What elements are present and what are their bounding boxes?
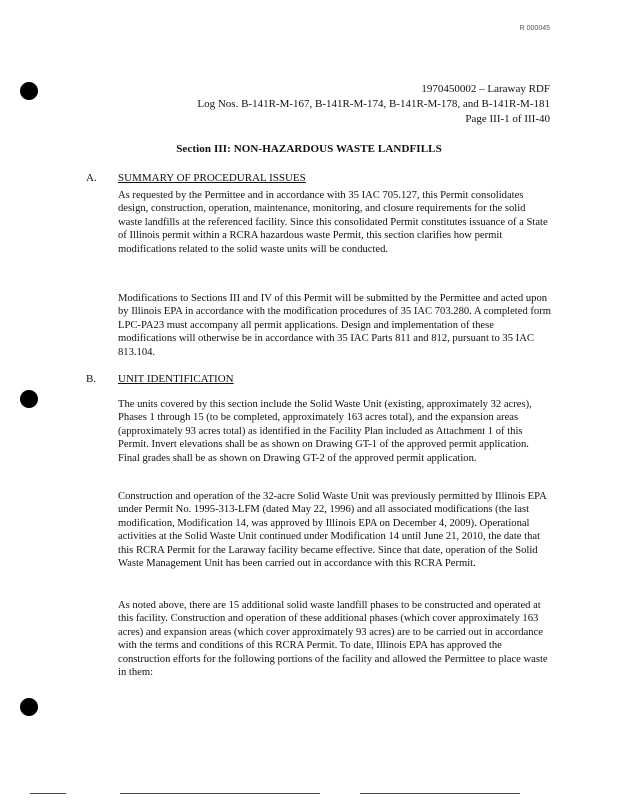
punch-hole-middle	[20, 390, 38, 408]
paragraph: The units covered by this section include the Solid Waste Unit (existing, approximately 32 acres), Phases 1 through 15 (to be completed, approximately 163 acres total), and the expansion areas (approximately 93 acres total) as identified in the Facility Plan included as Attachment 1 of this Permit. Invert elevations shall be as shown on Drawing GT-1 of the approved permit application. Final grades shall be as shown on Drawing GT-2 of the approved permit application.	[118, 399, 532, 464]
log-numbers: Log Nos. B-141R-M-167, B-141R-M-174, B-141R-M-178, and B-141R-M-181	[197, 98, 550, 110]
section-title: Section III: NON-HAZARDOUS WASTE LANDFILLS	[176, 143, 442, 155]
scan-artifact-line	[30, 793, 66, 794]
section-a-heading	[86, 172, 306, 184]
section-letter: B.	[86, 373, 97, 385]
scan-artifact-line	[360, 793, 520, 794]
section-b-heading	[86, 373, 234, 385]
page-number: Page III-1 of III-40	[465, 113, 550, 125]
section-heading-text: UNIT IDENTIFICATION	[118, 373, 234, 385]
punch-hole-bottom	[20, 698, 38, 716]
paragraph: Construction and operation of the 32-acre Solid Waste Unit was previously permitted by Illinois EPA under Permit No. 1995-313-LFM (dated May 22, 1996) and all associated modifications (the last modification, Modification 14, was approved by Illinois EPA on December 4, 2009). Operational activities at the Solid Waste Unit continued under Modification 14 until June 21, 2010, the date that this RCRA Permit for the Laraway facility became effective. Since that date, operation of the Solid Waste Management Unit has been carried out in accordance with this RCRA Permit.	[118, 491, 547, 570]
paragraph: As noted above, there are 15 additional solid waste landfill phases to be constructed and operated at this facility. Construction and operation of these additional phases (which cover approximately 163 acres) and expansion areas (which cover approximately 93 acres) are to be carried out in accordance with the terms and conditions of this RCRA Permit. To date, Illinois EPA has approved the construction efforts for the following portions of the facility and allowed the Permittee to place waste in them:	[118, 600, 548, 679]
paragraph: Modifications to Sections III and IV of this Permit will be submitted by the Permittee and acted upon by Illinois EPA in accordance with the modification procedures of 35 IAC 703.280. A completed form LPC-PA23 must accompany all permit applications. Design and implementation of these modifications will otherwise be in accordance with 35 IAC Parts 811 and 812, pursuant to 35 IAC 813.104.	[118, 293, 551, 358]
section-heading-text: SUMMARY OF PROCEDURAL ISSUES	[118, 172, 306, 184]
scan-artifact-line	[120, 793, 320, 794]
facility-id: 1970450002 – Laraway RDF	[421, 83, 550, 95]
punch-hole-top	[20, 82, 38, 100]
page-header	[197, 82, 550, 127]
paragraph: As requested by the Permittee and in accordance with 35 IAC 705.127, this Permit consolidates design, construction, operation, maintenance, monitoring, and closure requirements for the solid waste landfills at the referenced facility. Since this consolidated Permit constitutes issuance of a State of Illinois permit within a RCRA hazardous waste Permit, this section clarifies how permit modifications related to the solid waste units will be conducted.	[118, 190, 548, 255]
bates-stamp: R 000045	[519, 25, 550, 32]
section-letter: A.	[86, 172, 97, 184]
